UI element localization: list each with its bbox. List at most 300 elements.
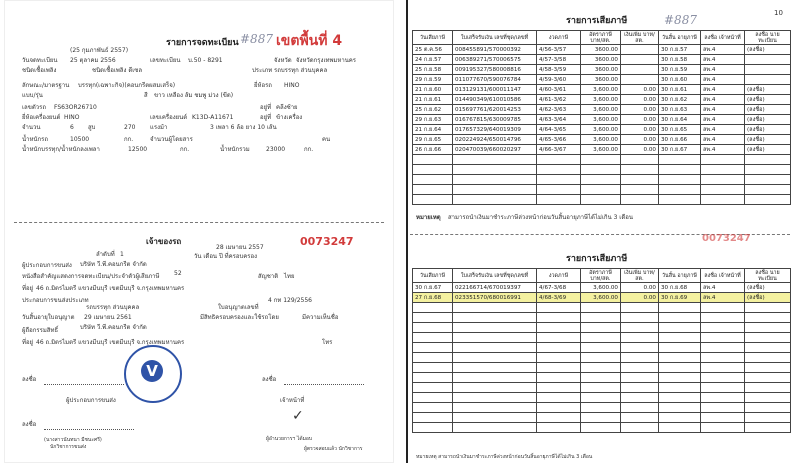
table-cell: 30 ก.ย.68 — [659, 283, 701, 293]
table-cell — [701, 303, 745, 313]
table-cell — [745, 155, 791, 165]
table-cell — [537, 185, 581, 195]
table-cell — [745, 363, 791, 373]
table-cell: (ลงชื่อ) — [745, 85, 791, 95]
empty-row — [413, 383, 791, 393]
table-cell — [581, 403, 621, 413]
table-cell — [581, 303, 621, 313]
table-cell — [581, 363, 621, 373]
color-label: สี — [144, 92, 148, 99]
table-cell — [453, 353, 537, 363]
owner-date-label: วัน เดือน ปี ที่ครอบครอง — [194, 253, 258, 260]
table-cell — [581, 323, 621, 333]
table-cell: 30 ก.ย.57 — [659, 45, 701, 55]
table-cell — [621, 155, 659, 165]
table-cell — [581, 155, 621, 165]
table-cell: 3,600.00 — [581, 145, 621, 155]
table-cell — [621, 363, 659, 373]
table-cell: 30 ก.ย.62 — [659, 95, 701, 105]
signature-label-bottom: ลงชื่อ — [22, 421, 37, 428]
tax-table-2 — [412, 268, 791, 433]
table-cell: 4/60-3/61 — [537, 85, 581, 95]
table-cell: 4/59-3/60 — [537, 75, 581, 85]
table-cell — [745, 175, 791, 185]
footer-office: ผู้อำนวยการฯ ได้มอบ — [266, 436, 313, 442]
table-cell — [581, 195, 621, 205]
table-cell: 4/68-3/69 — [537, 293, 581, 303]
table-cell: (ลงชื่อ) — [745, 283, 791, 293]
table-cell — [659, 165, 701, 175]
table-cell — [621, 353, 659, 363]
table-cell — [413, 303, 453, 313]
table-cell — [659, 303, 701, 313]
empty-row — [413, 423, 791, 433]
table-cell: 21 ก.ย.64 — [413, 125, 453, 135]
table-cell: 3,600.00 — [581, 85, 621, 95]
table-cell — [701, 323, 745, 333]
table-cell: 022166714/670019397 — [453, 283, 537, 293]
model-label: แบบ/รุ่น — [22, 92, 43, 99]
expire: 29 เมษายน 2561 — [84, 314, 132, 321]
column-header: ลงชื่อ เจ้าหน้าที่ — [701, 269, 745, 283]
table-cell: (ลงชื่อ) — [745, 95, 791, 105]
table-cell: (ลงชื่อ) — [745, 293, 791, 303]
table-cell — [453, 165, 537, 175]
table-cell — [581, 185, 621, 195]
table-cell: 0.00 — [621, 125, 659, 135]
fuel-label: ชนิดเชื้อเพลิง — [22, 67, 57, 74]
column-header: อัตราภาษี บาท/สต. — [581, 31, 621, 45]
table-cell — [453, 393, 537, 403]
table-cell — [537, 373, 581, 383]
signature-label-left: ลงชื่อ — [22, 376, 37, 383]
table-cell: ลพ.4 — [701, 75, 745, 85]
empty-row — [413, 323, 791, 333]
axles: 3 เพลา 6 ล้อ ยาง 10 เส้น — [210, 124, 277, 131]
table-cell — [413, 343, 453, 353]
weight: 10500 — [70, 136, 90, 143]
column-header: ลงชื่อ นายทะเบียน — [745, 31, 791, 45]
table-cell — [537, 155, 581, 165]
table-cell: 3600.00 — [581, 45, 621, 55]
table-cell — [621, 383, 659, 393]
province: จังหวัดกรุงเทพมหานคร — [296, 57, 357, 64]
note-label: หมายเหตุ — [416, 214, 441, 221]
table-cell: ลพ.4 — [701, 55, 745, 65]
table-row — [413, 145, 791, 155]
company-seal — [124, 345, 182, 403]
table-cell — [537, 175, 581, 185]
engine-brand: HINO — [64, 114, 80, 121]
table-cell — [659, 185, 701, 195]
table-cell: 4/61-3/62 — [537, 95, 581, 105]
table-cell: (ลงชื่อ) — [745, 115, 791, 125]
table-cell — [413, 195, 453, 205]
empty-row — [413, 363, 791, 373]
table-cell — [745, 303, 791, 313]
table-cell — [745, 333, 791, 343]
address2: 46 ถ.มิตรไมตรี แขวงมีนบุรี เขตมีนบุรี จ.กรุงเทพมหานคร — [36, 339, 185, 346]
table-cell: 0.00 — [621, 105, 659, 115]
table-row — [413, 85, 791, 95]
table-cell: 0.00 — [621, 95, 659, 105]
empty-row — [413, 343, 791, 353]
table-cell — [745, 323, 791, 333]
table-cell — [621, 185, 659, 195]
handwritten-number: #887 — [240, 32, 273, 46]
table-cell: 3600.00 — [581, 75, 621, 85]
registrar-role: เจ้าหน้าที่ — [280, 397, 305, 404]
table-cell — [581, 353, 621, 363]
table-cell: 30 ก.ย.65 — [659, 125, 701, 135]
engine-loc: ข้างเครื่อง — [276, 114, 303, 121]
horsepower-unit: แรงม้า — [150, 124, 168, 131]
page-number: 10 — [774, 9, 783, 17]
column-header: งวดภาษี — [537, 269, 581, 283]
table-cell — [581, 175, 621, 185]
table-cell — [659, 195, 701, 205]
table-cell: 30 ก.ย.66 — [659, 135, 701, 145]
address2-label: ที่อยู่ — [22, 339, 34, 346]
table-cell: 4/62-3/63 — [537, 105, 581, 115]
table-cell: 30 ก.ย.67 — [659, 145, 701, 155]
tax-table-1-title: รายการเสียภาษี — [566, 16, 628, 26]
nation-label: สัญชาติ — [258, 273, 279, 280]
table-cell — [413, 393, 453, 403]
table-cell — [453, 303, 537, 313]
table-row — [413, 65, 791, 75]
owner-date: 28 เมษายน 2557 — [216, 244, 264, 251]
cyl-count: 6 — [70, 124, 74, 131]
load-unit: กก. — [180, 146, 190, 153]
table-cell: 30 ก.ย.59 — [659, 65, 701, 75]
table-cell: 023351570/680016991 — [453, 293, 537, 303]
table-cell: 3600.00 — [581, 55, 621, 65]
brand-label: ยี่ห้อรถ — [254, 82, 272, 89]
owner-doc-number: 0073247 — [300, 235, 354, 248]
table-cell: ลพ.4 — [701, 125, 745, 135]
signature-mark: ✓ — [292, 408, 304, 424]
table-cell: ลพ.4 — [701, 105, 745, 115]
engine-no-label: เลขเครื่องยนต์ — [150, 114, 188, 121]
table-row — [413, 55, 791, 65]
table-cell: ลพ.4 — [701, 65, 745, 75]
chassis-loc-label: อยู่ที่ — [260, 104, 272, 111]
empty-row — [413, 195, 791, 205]
table-cell: 30 ก.ย.64 — [659, 115, 701, 125]
table-cell — [581, 165, 621, 175]
empty-row — [413, 333, 791, 343]
rights-label: มีสิทธิครอบครองและใช้รถโดย — [200, 314, 279, 321]
table-cell: ลพ.4 — [701, 45, 745, 55]
nation: ไทย — [284, 273, 295, 280]
table-cell — [581, 383, 621, 393]
table-cell — [453, 383, 537, 393]
table-cell — [745, 423, 791, 433]
table-cell: 4/65-3/66 — [537, 135, 581, 145]
table-cell — [745, 413, 791, 423]
table-cell — [701, 185, 745, 195]
license-no-label: ใบอนุญาตเลขที่ — [218, 304, 259, 311]
table-cell — [581, 423, 621, 433]
table-cell: 21 ก.ย.60 — [413, 85, 453, 95]
table-cell — [621, 303, 659, 313]
empty-row — [413, 303, 791, 313]
gross: 23000 — [266, 146, 286, 153]
table-cell — [745, 393, 791, 403]
table-cell: ลพ.4 — [701, 115, 745, 125]
table-cell — [413, 185, 453, 195]
body-label: ลักษณะ/มาตรฐาน — [22, 82, 70, 89]
table-cell: 29 ก.ย.59 — [413, 75, 453, 85]
table-cell: (ลงชื่อ) — [745, 145, 791, 155]
table-cell — [413, 323, 453, 333]
table-cell — [621, 403, 659, 413]
table-cell: 25 ก.ย.62 — [413, 105, 453, 115]
table-cell — [537, 343, 581, 353]
table-cell: 4/56-3/57 — [537, 45, 581, 55]
horsepower: 270 — [124, 124, 136, 131]
table-cell — [413, 403, 453, 413]
handwritten-number-right: #887 — [664, 13, 697, 27]
table-cell — [621, 333, 659, 343]
possessor: บริษัท วี.พี.คอนกรีต จำกัด — [80, 324, 147, 331]
table-cell — [745, 373, 791, 383]
table-cell — [659, 403, 701, 413]
table-cell: 29 ก.ย.63 — [413, 115, 453, 125]
table-cell — [581, 313, 621, 323]
column-header: ใบเสร็จรับเงิน เลขที่ชุด/เลขที่ — [453, 31, 537, 45]
table-cell — [659, 333, 701, 343]
table-cell — [537, 413, 581, 423]
table-cell — [621, 165, 659, 175]
plate-label: เลขทะเบียน — [150, 57, 181, 64]
table-cell — [413, 353, 453, 363]
table-cell: 30 ก.ย.67 — [413, 283, 453, 293]
table-cell: ลพ.4 — [701, 145, 745, 155]
chassis: FS63OR26710 — [54, 104, 97, 111]
table-cell: 0.00 — [621, 115, 659, 125]
gross-unit: กก. — [304, 146, 314, 153]
table-cell: 30 ก.ย.63 — [659, 105, 701, 115]
table-cell — [659, 155, 701, 165]
table-cell — [745, 165, 791, 175]
table-cell — [659, 393, 701, 403]
table-cell — [745, 353, 791, 363]
table-cell: 4/63-3/64 — [537, 115, 581, 125]
table-cell — [453, 323, 537, 333]
table-cell: ลพ.4 — [701, 95, 745, 105]
table-row — [413, 283, 791, 293]
table-cell: 016767815/630009785 — [453, 115, 537, 125]
table-cell: 0.00 — [621, 85, 659, 95]
table-cell: 015697761/620014253 — [453, 105, 537, 115]
table-cell — [659, 373, 701, 383]
column-header: วันเสียภาษี — [413, 269, 453, 283]
table-cell: 25 ก.ย.58 — [413, 65, 453, 75]
table-cell — [453, 403, 537, 413]
signer-role: ผู้ประกอบการขนส่ง — [66, 397, 116, 404]
table-cell — [453, 413, 537, 423]
table-cell — [701, 313, 745, 323]
table-cell: (ลงชื่อ) — [745, 45, 791, 55]
color: ขาว เหลือง ส้ม ชมพู ม่วง (ขีด) — [154, 92, 234, 99]
tax-table-2-title: รายการเสียภาษี — [566, 254, 628, 264]
table-cell — [745, 195, 791, 205]
address: 46 ถ.มิตรไมตรี แขวงมีนบุรี เขตมีนบุรี จ.กรุงเทพมหานคร — [36, 285, 185, 292]
table-cell: 0.00 — [621, 145, 659, 155]
table-cell — [745, 383, 791, 393]
table-cell: 27 ก.ย.68 — [413, 293, 453, 303]
table-cell — [621, 175, 659, 185]
table-cell — [701, 393, 745, 403]
empty-row — [413, 175, 791, 185]
weight-label: น้ำหนักรถ — [22, 136, 49, 143]
table-cell — [621, 45, 659, 55]
doc-number-right: 0073247 — [702, 233, 751, 244]
table-row — [413, 293, 791, 303]
table-cell — [621, 75, 659, 85]
table-cell — [745, 343, 791, 353]
table-cell: 013129131/600011147 — [453, 85, 537, 95]
column-header: วันเสียภาษี — [413, 31, 453, 45]
table-cell — [745, 403, 791, 413]
table-cell — [453, 333, 537, 343]
license-type: รถบรรทุก ส่วนบุคคล — [86, 304, 140, 311]
table-cell — [701, 403, 745, 413]
empty-row — [413, 313, 791, 323]
table-cell — [453, 373, 537, 383]
table-cell — [581, 333, 621, 343]
table-cell: 006389271/570006575 — [453, 55, 537, 65]
empty-row — [413, 165, 791, 175]
table-cell — [745, 75, 791, 85]
empty-row — [413, 185, 791, 195]
table-cell — [659, 313, 701, 323]
table-cell: 24 ก.ย.57 — [413, 55, 453, 65]
table-cell — [413, 363, 453, 373]
engine-brand-label: ยี่ห้อเครื่องยนต์ — [22, 114, 61, 121]
table-cell — [581, 343, 621, 353]
table-cell: ลพ.4 — [701, 85, 745, 95]
table-cell — [453, 363, 537, 373]
column-header: วันสิ้น อายุภาษี — [659, 269, 701, 283]
registration-page — [4, 0, 394, 463]
table-row — [413, 125, 791, 135]
table-cell — [537, 333, 581, 343]
table-cell — [659, 423, 701, 433]
body: บรรทุก(เฉพาะกิจ)(คอนกรีตผสมเสร็จ) — [78, 82, 176, 89]
table-cell — [701, 373, 745, 383]
table-cell: 4/66-3/67 — [537, 145, 581, 155]
table-cell: 3,600.00 — [581, 293, 621, 303]
table-cell: 30 ก.ย.58 — [659, 55, 701, 65]
owner-seq: 1 — [120, 251, 124, 258]
tax-table-1 — [412, 30, 791, 205]
table-cell — [413, 423, 453, 433]
table-cell — [701, 363, 745, 373]
table-cell — [537, 165, 581, 175]
table-cell — [701, 353, 745, 363]
tear-line — [14, 222, 384, 223]
table-cell — [659, 383, 701, 393]
table-cell — [537, 383, 581, 393]
table-cell — [453, 175, 537, 185]
table-cell — [745, 55, 791, 65]
table-cell — [413, 155, 453, 165]
table-cell — [621, 413, 659, 423]
table-cell: 0.00 — [621, 135, 659, 145]
reg-date: 25 ตุลาคม 2556 — [70, 57, 116, 64]
table-cell — [701, 165, 745, 175]
empty-row — [413, 393, 791, 403]
table-cell: 017657329/640019309 — [453, 125, 537, 135]
table-cell — [453, 155, 537, 165]
passengers-label: จำนวนผู้โดยสาร — [150, 136, 193, 143]
table-cell — [537, 423, 581, 433]
table-cell: 4/57-3/58 — [537, 55, 581, 65]
table-cell — [537, 323, 581, 333]
table-cell — [537, 195, 581, 205]
table-cell: 020470039/660020297 — [453, 145, 537, 155]
table-cell — [413, 383, 453, 393]
table-cell: 3,600.00 — [581, 283, 621, 293]
table-cell — [537, 313, 581, 323]
table-cell: 21 ก.ย.61 — [413, 95, 453, 105]
table-cell — [621, 343, 659, 353]
cyl-unit: สูบ — [88, 124, 96, 131]
table-cell — [413, 165, 453, 175]
table-cell — [581, 393, 621, 403]
table-cell — [621, 323, 659, 333]
table-cell — [413, 333, 453, 343]
table-cell — [659, 363, 701, 373]
footer-name: (นางสาวนันทนา มีชนะศรี) — [44, 437, 102, 443]
id-label: หนังสือสำคัญแสดงการจดทะเบียน/ประจำตัวผู้เสียภาษี — [22, 273, 160, 280]
table-cell — [621, 373, 659, 383]
date-header: (25 กุมภาพันธ์ 2557) — [70, 47, 129, 54]
empty-row — [413, 353, 791, 363]
table-cell: 4/67-3/68 — [537, 283, 581, 293]
table-cell: 3,600.00 — [581, 105, 621, 115]
zone-stamp: เขตพื้นที่ 4 — [276, 33, 343, 49]
table-cell — [621, 65, 659, 75]
license-type-label: ประกอบการขนส่งประเภท — [22, 297, 89, 304]
table-cell — [537, 303, 581, 313]
table-cell — [701, 423, 745, 433]
table-cell — [745, 313, 791, 323]
plate: บ.50 - 8291 — [188, 57, 223, 64]
tax-record-page — [402, 0, 796, 463]
column-header: วันสิ้น อายุภาษี — [659, 31, 701, 45]
table-cell — [745, 185, 791, 195]
column-header: เงินเพิ่ม บาท/สต. — [621, 31, 659, 45]
table-cell — [701, 343, 745, 353]
footer-note: หมายเหตุ สามารถนำเงินมาชำระภาษีล่วงหน้าก่อนวันสิ้นอายุภาษีได้ไม่เกิน 3 เดือน — [416, 454, 593, 460]
load-label: น้ำหนักบรรทุก/น้ำหนักลงเพลา — [22, 146, 100, 153]
table-cell — [659, 413, 701, 423]
vehicle-type: รถบรรทุก ส่วนบุคคล — [274, 67, 328, 74]
vehicle-type-label: ประเภท — [252, 67, 273, 74]
table-cell — [701, 175, 745, 185]
table-row — [413, 135, 791, 145]
license-no: 4 กท 129/2556 — [268, 297, 312, 304]
empty-row — [413, 413, 791, 423]
reg-date-label: วันจดทะเบียน — [22, 57, 58, 64]
table-row — [413, 75, 791, 85]
load: 12500 — [128, 146, 148, 153]
table-cell: (ลงชื่อ) — [745, 135, 791, 145]
